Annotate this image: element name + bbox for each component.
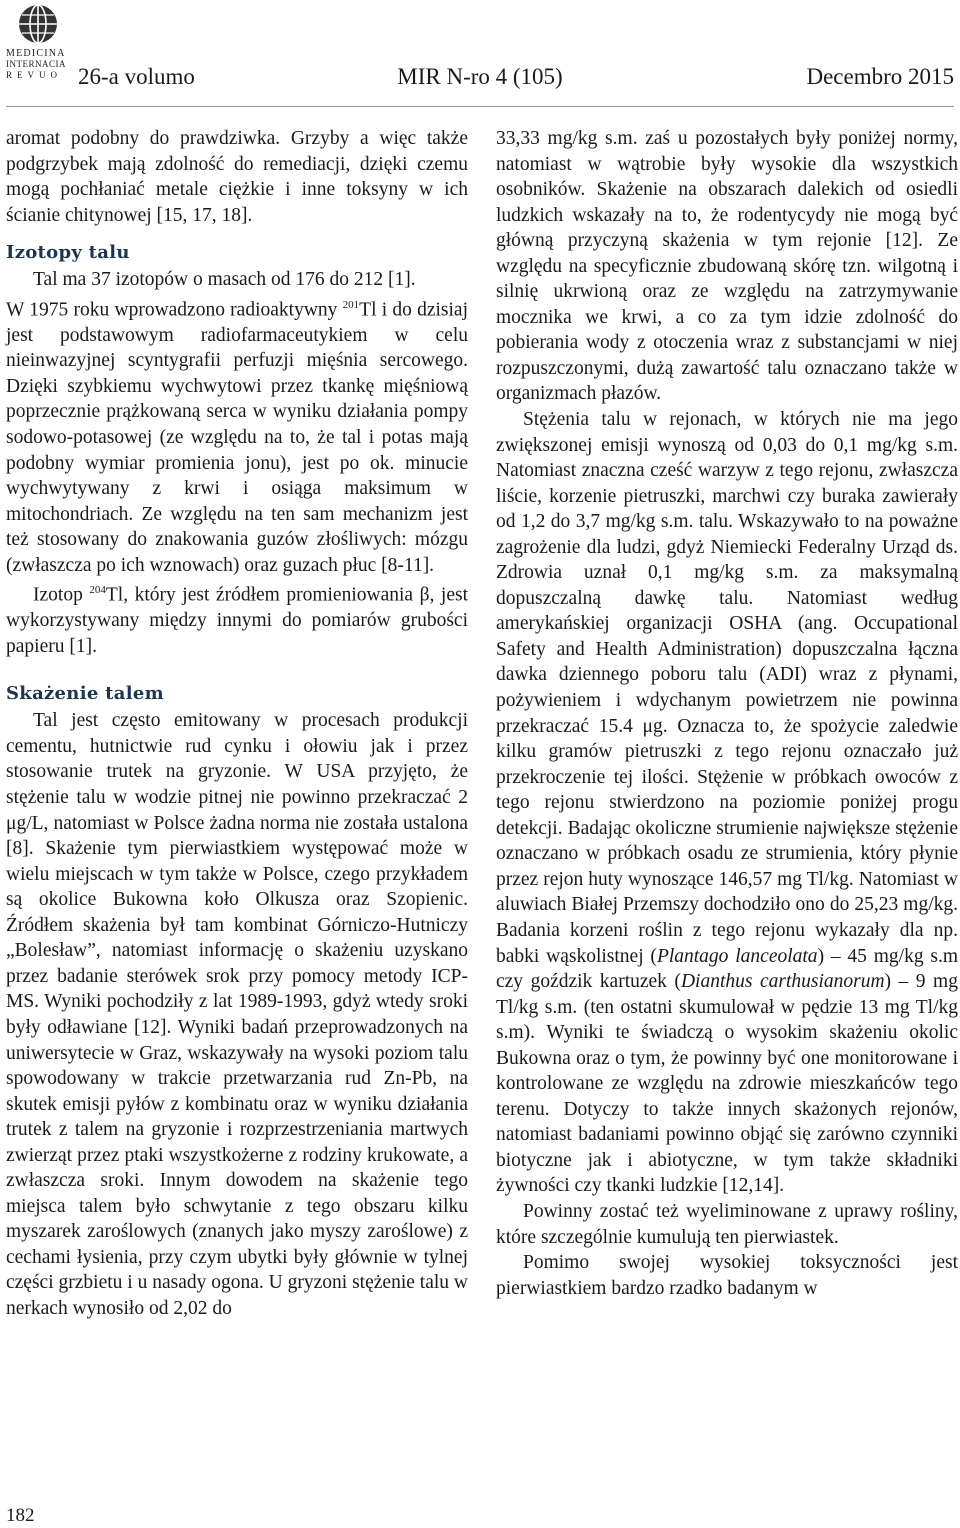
logo-line-1: MEDICINA (6, 48, 66, 59)
page-number: 182 (6, 1505, 35, 1526)
globe-icon (18, 4, 58, 44)
paragraph-text: Stężenia talu w rejonach, w których nie ma jego zwiększonej emisji wynoszą od 0,03 do 0,1 mg/kg s.m. Natomiast znaczna cześć warzyw z tego rejonu, zwłaszcza liście, korzenie pietruszki, marchwi czy buraka zawierały od 1,2 do 3,7 mg/kg s.m. talu. Wskazywało to na poważne zagrożenie dla ludzi, gdyż Niemiecki Federalny Urząd ds. Zdrowia uznał 0,1 mg/kg s.m. za maksymalną dopuszczalną dawkę talu. Natomiast według amerykańskiej organizacji OSHA (ang. Occupational Safety and Health Administration) dopuszczalna łączna dawka dziennego poboru talu (ADI) wraz z płynami, pożywieniem i wdychanym powietrzem nie powinna przekraczać 15.4 μg. Oznacza to, że spożycie zaledwie kilku gramów pietruszki z tego rejonu oznaczało już przekroczenie tej ilości. Stężenie w próbkach owoców z tego rejonu stwierdzono na poziomie poniżej progu detekcji. Badając okoliczne strumienie największe stężenie oznaczano w próbkach osadu ze strumienia, który płynie przez rejon huty wynoszące 146,57 mg Tl/kg. Natomiast w aluwiach Białej Przemszy dochodziło ono do 25,23 mg/kg. Badania korzeni roślin z tego rejonu wykazały dla np. babki wąskolistnej ( (496, 409, 958, 967)
right-column (496, 126, 958, 1301)
volume-label: 26-a volumo (78, 64, 195, 89)
paragraph-text: Izotop (33, 584, 83, 606)
paragraph (6, 293, 468, 579)
section-heading-contamination: Skażenie talem (6, 683, 164, 705)
paragraph-text: Tl i do dzisiaj jest podstawowym radiofarmaceutykiem w celu nieinwazyjnej scyntygrafii perfuzji mięśnia sercowego. Dzięki szybkiemu wychwytowi przez tkankę mięśniową poprzecznie prążkowaną serca w wyniku działania pompy sodowo-potasowej (ze względu na to, że tal i potas mają podobny wymiar promienia jonu), jest po ok. minucie wychwytywany z krwi i osiąga maksimum w mitochondriach. Ze względu na ten sam mechanizm jest też stosowany do znakowania guzów złośliwych: mózgu (zwłaszcza po ich wznowach) oraz guzach płuc [8-11]. (6, 299, 468, 576)
issue-date: Decembro 2015 (806, 64, 954, 89)
paragraph: 33,33 mg/kg s.m. zaś u pozostałych były poniżej normy, natomiast w wątrobie były wysokie dla wszystkich osobników. Skażenie na obszarach dalekich od osiedli ludzkich wskazały na to, że rodentycydy nie mogą być główną przyczyną skażenia w tym rejonie [12]. Ze względu na specyficznie zbudowaną skórę tzn. wilgotną i silnię ukrwioną oraz ze względu na zatrzymywanie mocznika we krwi, a co za tym idzie zdolność do pobierania wody z otoczenia wraz z substancjami w niej rozpuszczonymi, dużą zawartość talu oznaczano także w organizmach płazów. (496, 128, 958, 405)
paragraph: Powinny zostać też wyeliminowane z uprawy rośliny, które szczególnie kumulują ten pierwiastek. (496, 1200, 958, 1248)
species-name: Plantago lanceolata (656, 945, 818, 967)
paragraph-text: W 1975 roku wprowadzono radioaktywny (6, 299, 338, 321)
paragraph-text: ) – 45 mg/kg s.m czy goździk kartuzek ( (496, 945, 959, 993)
issue-number: MIR N-ro 4 (105) (397, 64, 563, 89)
header-divider (6, 106, 954, 107)
paragraph: Tal jest często emitowany w procesach produkcji cementu, hutnictwie rud cynku i ołowiu jak i przez stosowanie trutek na gryzonie. W USA przyjęto, że stężenie talu w wodzie pitnej nie powinno przekraczać 2 μg/L, natomiast w Polsce żadna norma nie została ustalona [8]. Skażenie tym pierwiastkiem występować może w wielu miejscach w tym także w Polsce, czego przykładem są okolice Bukowna koło Olkusza oraz Szopienic. Źródłem skażenia był tam kombinat Górniczo-Hutniczy „Bolesław”, natomiast informację o skażeniu uzyskano przez badanie sterówek srok przy pomocy metody ICP-MS. Wyniki pochodziły z lat 1989-1993, gdyż wtedy sroki były odławiane [12]. Wyniki badań przeprowadzonych na uniwersytecie w Graz, wskazywały na wysoki poziom talu spowodowany w trakcie przetwarzania rud Zn-Pb, na skutek emisji pyłów z kombinatu oraz w wyniku działania trutek z talem na gryzonie i rozprzestrzeniania martwych zwierząt przez ptaki wszystkożerne z rodziny krukowate, a zwłaszcza sroki. Innym dowodem na skażenie tego miejsca talem było schwytanie z tego obszaru kilku myszarek zaroślowych (znanych jako myszy zaroślowe) z cechami łysienia, przy czym ubytki były głównie w tylnej części grzbietu i u nasady ogona. U gryzoni stężenie talu w nerkach wynosiło od 2,02 do (6, 710, 468, 1319)
paragraph-text: Tl, który jest źródłem promieniowania β, jest wykorzystywany między innymi do pomiarów grubości papieru [1]. (6, 584, 469, 657)
paragraph (496, 407, 958, 1199)
isotope-superscript: 201 (342, 298, 360, 311)
logo-line-2: INTERNACIA (6, 59, 66, 69)
paragraph: Tal ma 37 izotopów o masach od 176 do 212 [1]. (33, 269, 416, 291)
paragraph (6, 578, 468, 659)
species-name: Dianthus carthusianorum (680, 971, 885, 993)
isotope-superscript: 204 (89, 584, 106, 597)
left-column (6, 126, 468, 1322)
page-header (0, 0, 960, 108)
paragraph: aromat podobny do prawdziwka. Grzyby a więc także podgrzybek mają zdolność do remediacji, dzięki czemu mogą pochłaniać metale ciężkie i inne toksyny w ich ścianie chitynowej [15, 17, 18]. (6, 128, 468, 226)
logo-line-3: REVUO (6, 70, 62, 80)
paragraph: Pomimo swojej wysokiej toksyczności jest pierwiastkiem bardzo rzadko badanym w (496, 1252, 958, 1299)
paragraph-text: ) – 9 mg Tl/kg s.m. (ten ostatni skumulował w pędzie 13 mg Tl/kg s.m). Wyniki te świadczą o wysokim skażeniu okolic Bukowna oraz o tym, że powinny być one monitorowane i kontrolowane ze względu na zdrowie mieszkańców tego terenu. Dotyczy to także innych skażonych rejonów, natomiast badaniami powinno objąć się zarówno czynniki biotyczne jak i abiotyczne, w tym także składniki żywności czy tkanki ludzkie [12,14]. (496, 971, 958, 1197)
section-heading-isotopes: Izotopy talu (6, 242, 130, 264)
